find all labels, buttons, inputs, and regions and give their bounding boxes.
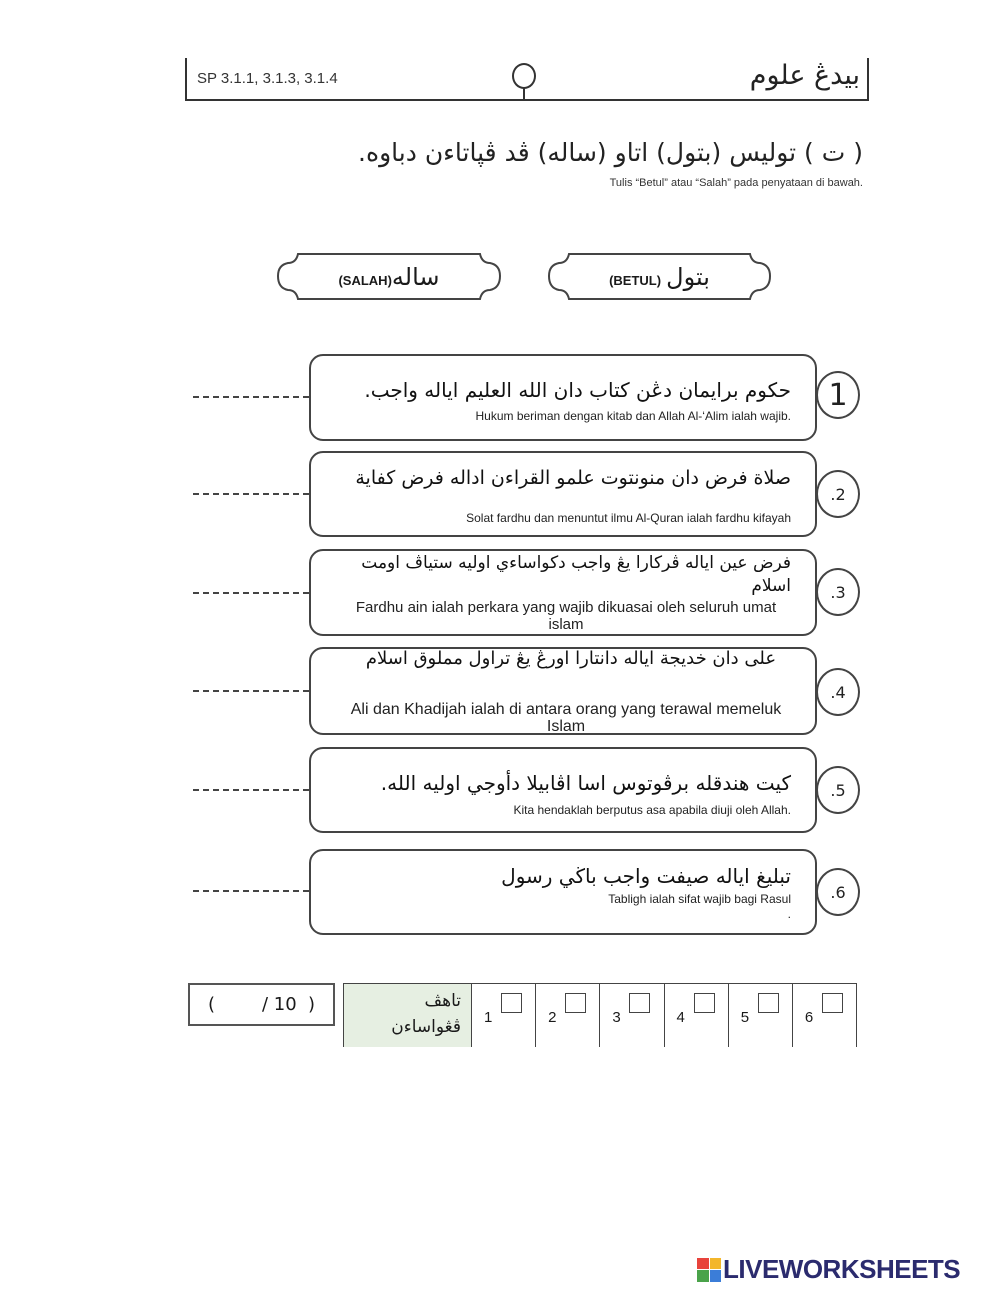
mastery-checkbox-4[interactable] — [694, 993, 715, 1013]
question-box-2 — [309, 451, 817, 537]
question-number-3: .3 — [816, 568, 860, 616]
question-rumi: Tabligh ialah sifat wajib bagi Rasul — [608, 892, 791, 906]
question-trailing-mark: . — [787, 907, 791, 921]
answer-line-2[interactable] — [193, 493, 309, 495]
subject-title: بيدڠ علوم — [749, 60, 860, 91]
question-jawi: کيت هندقله برڤوتوس اسا اڤابيلا دأوجي اوليه الله. — [380, 771, 791, 795]
standard-code: SP 3.1.1, 3.1.3, 3.1.4 — [197, 70, 338, 87]
mastery-cell — [665, 984, 729, 1047]
mastery-cell — [472, 984, 536, 1047]
betul-label[interactable] — [547, 251, 772, 302]
question-jawi: حکوم برايمان دڠن کتاب دان الله العليم اياله واجب. — [364, 378, 791, 402]
question-box-6 — [309, 849, 817, 935]
mastery-checkbox-1[interactable] — [501, 993, 522, 1013]
answer-line-5[interactable] — [193, 789, 309, 791]
salah-text — [276, 263, 502, 291]
mastery-label — [344, 984, 472, 1047]
question-box-1 — [309, 354, 817, 441]
answer-line-4[interactable] — [193, 690, 309, 692]
score-close-paren: ) — [308, 994, 316, 1015]
score-box — [188, 983, 335, 1026]
salah-rumi: (SALAH) — [338, 273, 392, 288]
question-number-2: .2 — [816, 470, 860, 518]
mastery-level-number: 6 — [804, 1009, 814, 1026]
mastery-level-number: 5 — [740, 1009, 750, 1026]
question-rumi: Ali dan Khadijah ialah di antara orang yang terawal memeluk Islam — [350, 701, 782, 735]
instruction-rumi: Tulis “Betul” atau “Salah” pada penyataan di bawah. — [609, 177, 863, 189]
brand-text: LIVEWORKSHEETS — [723, 1254, 961, 1284]
question-box-4 — [309, 647, 817, 735]
header-left-rule — [185, 58, 187, 101]
instruction-jawi: ( ت ) توليس (بتول) اتاو (ساله) ڤد ڤپاتاءن دباوه. — [358, 138, 863, 167]
betul-text — [547, 263, 772, 291]
header-right-rule — [867, 58, 869, 101]
mastery-level-table — [343, 983, 857, 1047]
question-jawi: فرض عين اياله ڤرکارا يڠ واجب دکواساءي اوليه ستياڤ اومت اسلام — [361, 553, 791, 596]
answer-line-1[interactable] — [193, 396, 309, 398]
mastery-level-number: 2 — [548, 1009, 557, 1026]
question-box-3 — [309, 549, 817, 636]
question-rumi: Solat fardhu dan menuntut ilmu Al-Quran ialah fardhu kifayah — [466, 511, 791, 525]
question-jawi: على دان خديجة اياله دانتارا اورڠ يڠ تراول مملوق اسلام — [365, 648, 777, 669]
question-jawi: تبليغ اياله صيفت واجب باڬي رسول — [501, 864, 791, 888]
answer-line-6[interactable] — [193, 890, 309, 892]
question-jawi: صلاة فرض دان منونتوت علمو القراءن اداله فرض کفاية — [355, 467, 791, 489]
question-number-5: .5 — [816, 766, 860, 814]
score-total: / 10 — [262, 994, 297, 1015]
liveworksheets-logo-icon — [697, 1258, 721, 1282]
mastery-level-number: 3 — [612, 1009, 621, 1026]
mastery-checkbox-6[interactable] — [822, 993, 843, 1013]
mastery-checkbox-3[interactable] — [629, 993, 650, 1013]
question-rumi: Kita hendaklah berputus asa apabila diuji oleh Allah. — [513, 803, 791, 817]
mastery-label-line1: تاهڤ — [424, 991, 461, 1011]
mastery-level-number: 4 — [676, 1009, 685, 1026]
mastery-checkbox-5[interactable] — [758, 993, 779, 1013]
mastery-cell — [793, 984, 856, 1047]
betul-jawi: بتول — [666, 263, 710, 291]
mastery-checkbox-2[interactable] — [565, 993, 586, 1013]
salah-jawi: ساله — [391, 263, 440, 291]
liveworksheets-brand[interactable] — [697, 1254, 960, 1285]
mastery-cell — [729, 984, 793, 1047]
question-rumi: Fardhu ain ialah perkara yang wajib dikuasai oleh seluruh umat islam — [355, 599, 777, 633]
ring-stem — [523, 88, 525, 100]
question-number-4: .4 — [816, 668, 860, 716]
salah-label[interactable] — [276, 251, 502, 302]
ring-icon — [512, 63, 536, 89]
question-number-6: .6 — [816, 868, 860, 916]
mastery-cell — [600, 984, 664, 1047]
header-underline — [185, 99, 869, 101]
score-open-paren: ( — [208, 994, 216, 1015]
mastery-label-line2: ڤڠواساءن — [391, 1017, 461, 1037]
mastery-level-number: 1 — [484, 1009, 493, 1026]
answer-line-3[interactable] — [193, 592, 309, 594]
mastery-cell — [536, 984, 600, 1047]
betul-rumi: (BETUL) — [609, 273, 662, 288]
question-rumi: Hukum beriman dengan kitab dan Allah Al-‘Alim ialah wajib. — [475, 409, 791, 423]
question-box-5 — [309, 747, 817, 833]
question-number-1: 1 — [816, 371, 860, 419]
